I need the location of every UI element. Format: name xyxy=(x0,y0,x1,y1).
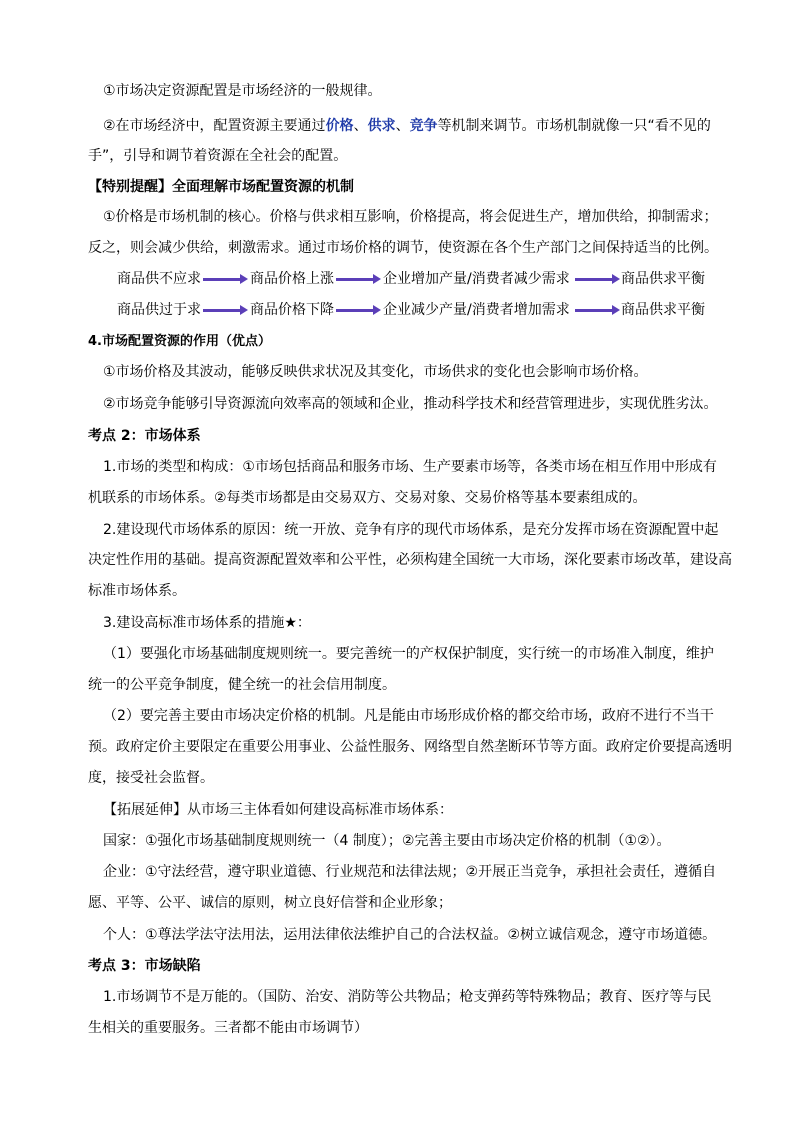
paragraph: 1.市场调节不是万能的。（国防、治安、消防等公共物品；枪支弹药等特殊物品；教育、医疗等与民 xyxy=(103,989,712,1005)
paragraph: 企业：①守法经营，遵守职业道德、行业规范和法律法规；②开展正当竞争，承担社会责任，遵循自 xyxy=(103,864,717,880)
arrow-right-icon xyxy=(336,278,374,281)
paragraph: ①价格是市场机制的核心。价格与供求相互影响，价格提高，将会促进生产，增加供给，抑制需求； xyxy=(103,209,718,225)
flow-step: 商品供求平衡 xyxy=(621,302,705,318)
paragraph: 手”，引导和调节着资源在全社会的配置。 xyxy=(88,148,348,164)
paragraph: 国家：①强化市场基础制度规则统一（4 制度）；②完善主要由市场决定价格的机制（①②）。 xyxy=(103,833,671,849)
section-heading: 【特别提醒】全面理解市场配置资源的机制 xyxy=(88,179,354,195)
paragraph: 度，接受社会监督。 xyxy=(88,770,214,786)
keyword-competition: 竞争 xyxy=(409,118,438,134)
flow-step: 商品供过于求 xyxy=(117,302,201,318)
paragraph: 决定性作用的基础。提高资源配置效率和公平性，必须构建全国统一大市场，深化要素市场改革，建设高 xyxy=(88,552,732,568)
paragraph: 统一的公平竞争制度，健全统一的社会信用制度。 xyxy=(88,677,396,693)
paragraph: 2.建设现代市场体系的原因：统一开放、竞争有序的现代市场体系，是充分发挥市场在资源配置中起 xyxy=(103,522,719,538)
flow-step: 商品供求平衡 xyxy=(621,271,705,287)
flow-step: 商品供不应求 xyxy=(117,271,201,287)
flow-step: 企业减少产量/消费者增加需求 xyxy=(383,302,570,318)
section-heading: 考点 3：市场缺陷 xyxy=(88,958,201,974)
arrow-right-icon xyxy=(336,309,374,312)
text-run: 、 xyxy=(395,118,410,134)
text-run: 、 xyxy=(353,118,368,134)
arrow-right-icon xyxy=(203,278,241,281)
paragraph: 预。政府定价主要限定在重要公用事业、公益性服务、网络型自然垄断环节等方面。政府定价要提高透明 xyxy=(88,739,732,755)
flow-step: 商品价格上涨 xyxy=(250,271,334,287)
arrow-right-icon xyxy=(575,309,613,312)
paragraph: ①市场决定资源配置是市场经济的一般规律。 xyxy=(103,83,382,99)
flow-row-surplus xyxy=(0,300,794,320)
paragraph: 1.市场的类型和构成：①市场包括商品和服务市场、生产要素市场等，各类市场在相互作用中形成有 xyxy=(103,459,717,475)
flow-step: 企业增加产量/消费者减少需求 xyxy=(383,271,570,287)
paragraph: 愿、平等、公平、诚信的原则，树立良好信誉和企业形象； xyxy=(88,895,452,911)
paragraph: 标准市场体系。 xyxy=(88,583,186,599)
paragraph: 反之，则会减少供给，刺激需求。通过市场价格的调节，使资源在各个生产部门之间保持适当的比例。 xyxy=(88,240,718,256)
text-run: ②在市场经济中，配置资源主要通过 xyxy=(103,118,326,134)
paragraph xyxy=(103,116,711,136)
flow-step: 商品价格下降 xyxy=(250,302,334,318)
paragraph: 3.建设高标准市场体系的措施★： xyxy=(103,615,311,631)
paragraph: 【拓展延伸】从市场三主体看如何建设高标准市场体系： xyxy=(103,802,453,818)
arrow-right-icon xyxy=(203,309,241,312)
arrow-right-icon xyxy=(575,278,613,281)
paragraph: 个人：①尊法学法守法用法，运用法律依法维护自己的合法权益。②树立诚信观念，遵守市场道德。 xyxy=(103,927,717,943)
keyword-supply-demand: 供求 xyxy=(367,118,396,134)
paragraph: （1）要强化市场基础制度规则统一。要完善统一的产权保护制度，实行统一的市场准入制度，维护 xyxy=(103,646,714,662)
flow-row-shortage xyxy=(0,269,794,289)
section-heading: 4.市场配置资源的作用（优点） xyxy=(88,334,271,349)
keyword-price: 价格 xyxy=(325,118,354,134)
paragraph: （2）要完善主要由市场决定价格的机制。凡是能由市场形成价格的都交给市场，政府不进行不当干 xyxy=(103,708,714,724)
text-run: 等机制来调节。市场机制就像一只“看不见的 xyxy=(437,118,711,134)
paragraph: ②市场竞争能够引导资源流向效率高的领域和企业，推动科学技术和经营管理进步，实现优胜劣汰。 xyxy=(103,396,718,412)
paragraph: 生相关的重要服务。三者都不能由市场调节） xyxy=(88,1020,368,1036)
paragraph: 机联系的市场体系。②每类市场都是由交易双方、交易对象、交易价格等基本要素组成的。 xyxy=(88,490,647,506)
section-heading: 考点 2：市场体系 xyxy=(88,428,201,444)
paragraph: ①市场价格及其波动，能够反映供求状况及其变化，市场供求的变化也会影响市场价格。 xyxy=(103,364,648,380)
